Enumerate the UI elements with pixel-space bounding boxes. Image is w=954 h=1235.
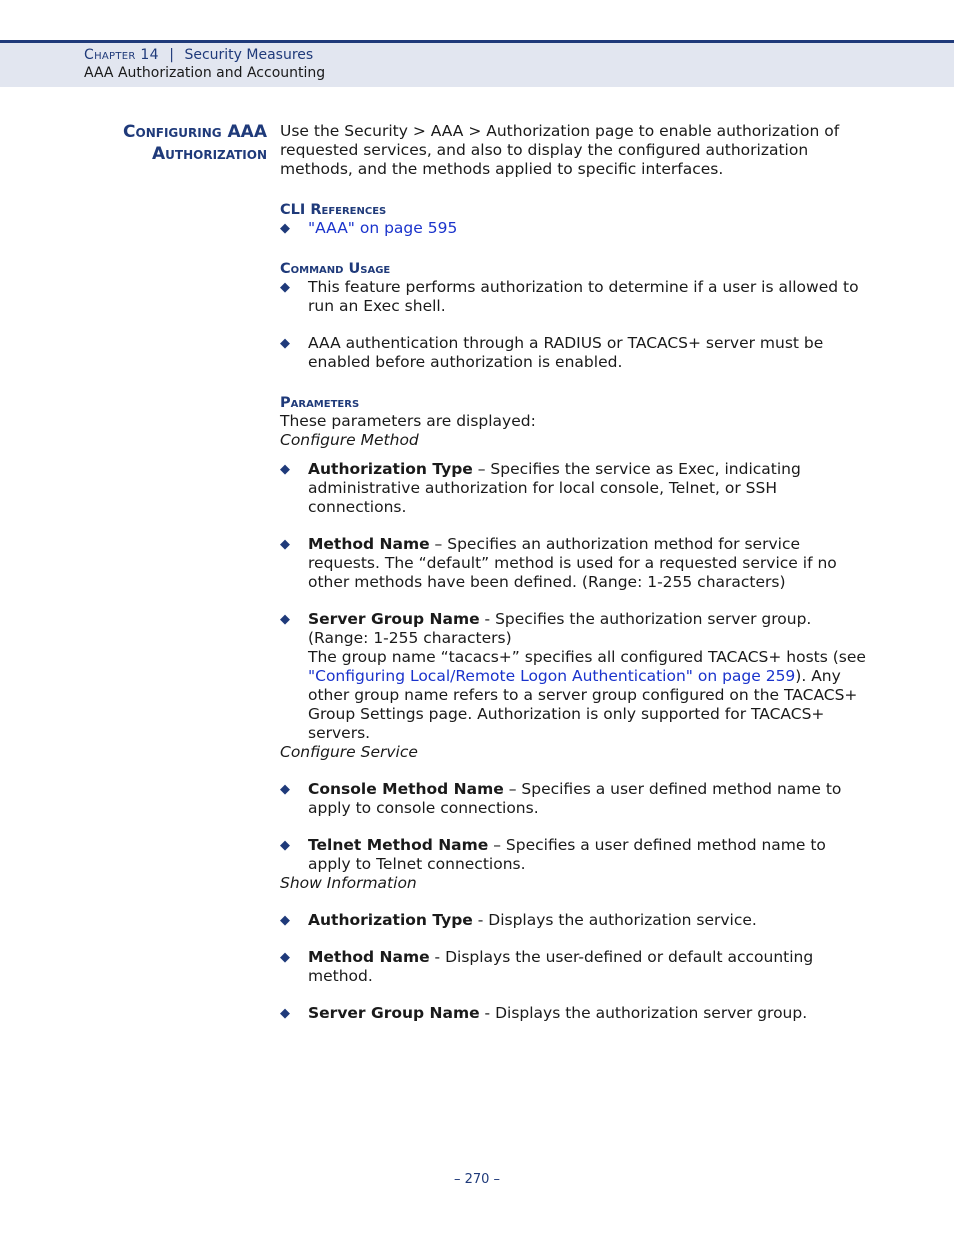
diamond-bullet-icon: ◆ <box>280 913 290 928</box>
param-term: Console Method Name <box>308 780 504 798</box>
list-item <box>280 278 872 316</box>
section-heading <box>84 121 267 165</box>
command-usage-text: This feature performs authorization to determine if a user is allowed to run an Exec shell. <box>308 278 859 315</box>
header-chapter: Chapter 14 <box>84 47 159 63</box>
diamond-bullet-icon: ◆ <box>280 280 290 295</box>
param-term: Server Group Name <box>308 610 480 628</box>
intro-paragraph: Use the Security > AAA > Authorization page to enable authorization of requested services, and also to display the configured authorization methods, and the methods applied to specific interfaces. <box>280 122 840 178</box>
diamond-bullet-icon: ◆ <box>280 462 290 477</box>
header-separator: | <box>169 47 174 63</box>
list-item <box>280 219 872 238</box>
diamond-bullet-icon: ◆ <box>280 1006 290 1021</box>
section-heading-line1: Configuring AAA <box>123 122 267 142</box>
param-desc: - Specifies the authorization server group. (Range: 1-255 characters) <box>308 610 812 647</box>
cli-reference-link[interactable]: "AAA" on page 595 <box>308 219 458 237</box>
diamond-bullet-icon: ◆ <box>280 336 290 351</box>
command-usage-text: AAA authentication through a RADIUS or TACACS+ server must be enabled before authorization is enabled. <box>308 334 824 371</box>
list-item <box>280 460 872 517</box>
section-heading-line2: Authorization <box>152 144 267 164</box>
cli-references-heading: CLI References <box>280 202 387 218</box>
param-desc: – Specifies an authorization method for service requests. The “default” method is used for a requested service if no other methods have been defined. (Range: 1-255 characters) <box>308 535 837 591</box>
note-before: The group name “tacacs+” specifies all configured TACACS+ hosts (see <box>308 648 866 666</box>
parameters-intro: These parameters are displayed: <box>280 412 536 430</box>
param-term: Method Name <box>308 535 430 553</box>
list-item <box>280 1004 872 1023</box>
param-term: Telnet Method Name <box>308 836 489 854</box>
group-title-show-information: Show Information <box>280 874 417 892</box>
param-term: Authorization Type <box>308 460 473 478</box>
server-group-note <box>280 648 872 743</box>
diamond-bullet-icon: ◆ <box>280 782 290 797</box>
list-item <box>280 334 872 372</box>
note-after: ). Any other group name refers to a server group configured on the TACACS+ Group Settings page. Authorization is only supported for TACACS+ servers. <box>308 667 858 742</box>
param-term: Method Name <box>308 948 430 966</box>
param-desc: - Displays the user-defined or default accounting method. <box>308 948 814 985</box>
diamond-bullet-icon: ◆ <box>280 838 290 853</box>
param-desc: – Specifies a user defined method name to apply to Telnet connections. <box>308 836 826 873</box>
parameters-heading: Parameters <box>280 395 360 411</box>
diamond-bullet-icon: ◆ <box>280 221 290 236</box>
list-item <box>280 948 872 986</box>
main-content <box>280 122 872 1023</box>
group-title-configure-service: Configure Service <box>280 743 418 761</box>
list-item <box>280 535 872 592</box>
list-item <box>280 911 872 930</box>
list-item <box>280 610 872 648</box>
param-desc: - Displays the authorization server group. <box>479 1004 808 1022</box>
param-desc: - Displays the authorization service. <box>472 911 757 929</box>
page-header <box>0 40 954 87</box>
page-number: – 270 – <box>453 1172 501 1187</box>
header-chapter-line <box>84 47 313 63</box>
param-term: Authorization Type <box>308 911 473 929</box>
diamond-bullet-icon: ◆ <box>280 537 290 552</box>
header-section: AAA Authorization and Accounting <box>84 65 326 81</box>
param-desc: – Specifies a user defined method name to apply to console connections. <box>308 780 842 817</box>
diamond-bullet-icon: ◆ <box>280 612 290 627</box>
logon-authentication-link[interactable]: "Configuring Local/Remote Logon Authentication" on page 259 <box>308 667 796 685</box>
list-item <box>280 780 872 818</box>
list-item <box>280 836 872 874</box>
header-chapter-title: Security Measures <box>184 47 314 63</box>
diamond-bullet-icon: ◆ <box>280 950 290 965</box>
command-usage-heading: Command Usage <box>280 261 391 277</box>
group-title-configure-method: Configure Method <box>280 431 419 449</box>
param-desc: – Specifies the service as Exec, indicating administrative authorization for local console, Telnet, or SSH connections. <box>308 460 801 516</box>
param-term: Server Group Name <box>308 1004 480 1022</box>
